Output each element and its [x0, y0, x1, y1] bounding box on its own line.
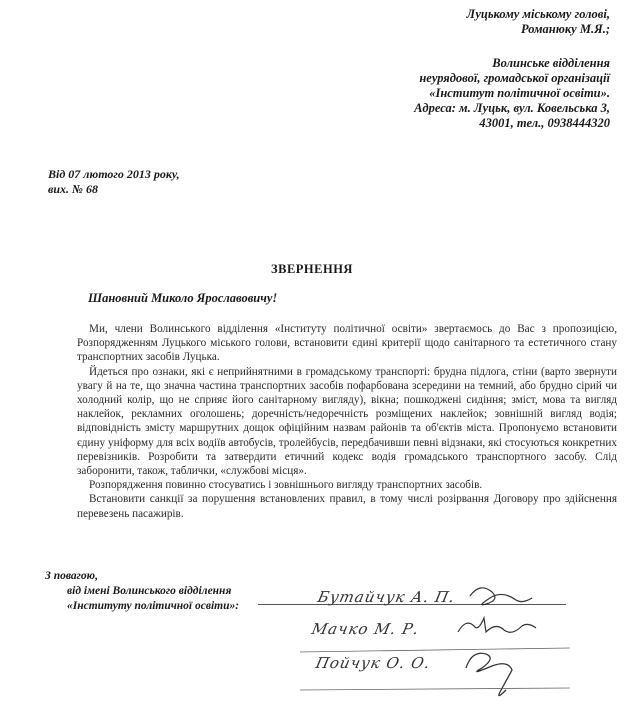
recipient-line: Луцькому міському голові,	[466, 7, 610, 21]
greeting: Шановний Миколо Ярославовичу!	[88, 291, 278, 305]
sender-line: Адреса: м. Луцьк, вул. Ковельська 3,	[414, 101, 610, 115]
signature-scribble-2	[458, 618, 536, 632]
signature-2: Мачко М. Р.	[310, 620, 422, 638]
recipient-line: Романюку М.Я.;	[521, 22, 610, 36]
letter-date: Від 07 лютого 2013 року,	[48, 167, 180, 181]
sender-line: Волинське відділення	[492, 56, 610, 70]
sender-line: «Інститут політичної освіти».	[429, 86, 610, 100]
signature-1: Бутайчук А. П.	[316, 588, 457, 606]
closing-line: З повагою,	[45, 570, 98, 582]
letter-number: вих. № 68	[48, 182, 99, 196]
sender-line: 43001, тел., 0938444320	[479, 116, 610, 130]
sender-line: неурядової, громадської організації	[419, 71, 610, 85]
closing-line: «Інституту політичної освіти»:	[67, 600, 240, 612]
signature-underline	[300, 648, 570, 652]
signature-underline	[300, 688, 570, 690]
body-paragraph: Розпорядження повинно стосуватись і зовнішнього вигляду транспортних засобів.	[89, 479, 483, 492]
signature-scribble-3	[466, 653, 512, 695]
body-paragraph: Йдеться про ознаки, які є неприйнятними в громадському транспорті: брудна підлога, стіни (варто звернути увагу й на те, що значна частина транспортних засобів пофарбована зсередини на темний, або брудно сірий чи холодний колір, що не сприяє його санітарному вигляду), вікна; пошкоджені сидіння; зміст, мова та вигляд наклейок, рекламних оголошень; доречність/недоречність розміщених наклейок; зовнішній вигляд водія; відповідність змісту маршрутних дощок офіційним назвам районів та об'єктів міста. Пропонуємо встановити єдину уніформу для всіх водіїв автобусів, тролейбусів, передбачивши певні відзнаки, які стосуються конкретних перевізників. Розробити та затвердити етичний кодекс водія громадського транспортного засобу. Слід заборонити, також, таблички, «службові місця».	[77, 365, 617, 478]
signature-scribble-1	[470, 588, 532, 605]
body-paragraph: Встановити санкції за порушення встановлених правил, в тому числі розірвання Договору про здійснення перевезень пасажирів.	[77, 493, 617, 520]
body-paragraph: Ми, члени Волинського відділення «Інституту політичної освіти» звертаємось до Вас з пропозицією, Розпорядженням Луцького міського голови, встановити єдині критерії щодо санітарного та естетичного стану транспортних засобів Луцька.	[77, 323, 617, 364]
letter-title: ЗВЕРНЕННЯ	[271, 262, 353, 276]
closing-line: від імені Волинського відділення	[67, 585, 232, 597]
signature-3: Пойчук О. О.	[314, 654, 433, 672]
